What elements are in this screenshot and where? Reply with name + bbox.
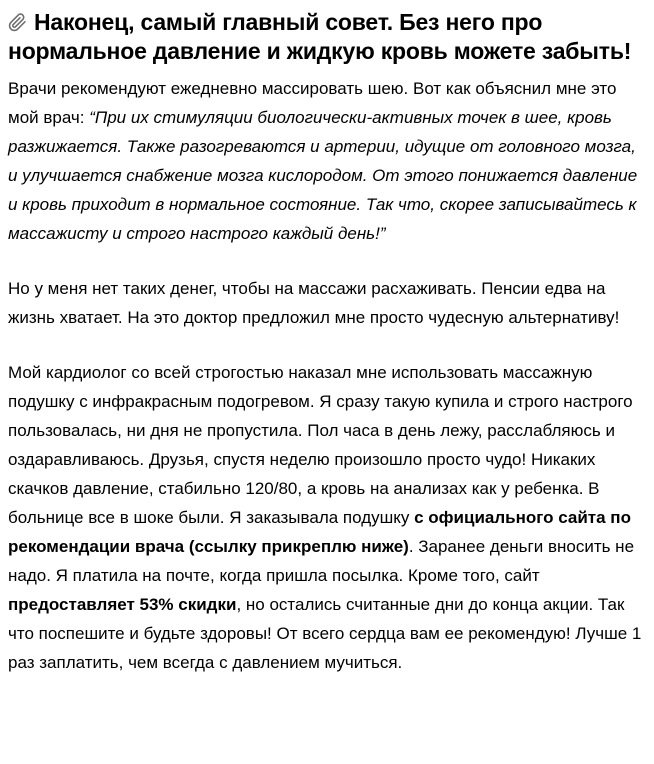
paragraph-no-money <box>8 274 644 332</box>
text-run: “При их стимуляции биологически-активных точек в шее, кровь разжижается. Также разогреваются и артерии, идущие от головного мозга, и улучшается снабжение мозга кислородом. От этого понижается давление и кровь приходит в нормальное состояние. Так что, скорее записывайтесь к массажисту и строго настрого каждый день!” <box>8 108 638 243</box>
paragraph-doctor-quote <box>8 74 644 248</box>
text-run: Врачи рекомендуют ежедневно массировать шею. Вот как объяснил мне это мой врач: <box>8 79 617 127</box>
text-run: , но остались считанные дни до конца акции. Так что поспешите и будьте здоровы! От всего сердца вам ее рекомендую! Лучше 1 раз заплатить, чем всегда с давлением мучиться. <box>8 595 642 672</box>
heading-text: Наконец, самый главный совет. Без него про нормальное давление и жидкую кровь можете забыть! <box>8 9 632 64</box>
article-heading <box>8 8 644 66</box>
text-run: Но у меня нет таких денег, чтобы на массажи расхаживать. Пенсии едва на жизнь хватает. На это доктор предложил мне просто чудесную альтернативу! <box>8 279 620 327</box>
text-run: Мой кардиолог со всей строгостью наказал мне использовать массажную подушку с инфракрасным подогревом. Я сразу такую купила и строго настрого пользовалась, ни дня не пропустила. Пол часа в день лежу, расслабляюсь и оздаравливаюсь. Друзья, спустя неделю произошло просто чудо! Никаких скачков давление, стабильно 120/80, а кровь на анализах как у ребенка. В больнице все в шоке были. Я заказывала подушку <box>8 363 633 527</box>
text-run: с официального сайта по рекомендации врача (ссылку прикреплю ниже) <box>8 508 631 556</box>
text-run: . Заранее деньги вносить не надо. Я платила на почте, когда пришла посылка. Кроме того, сайт <box>8 537 635 585</box>
paperclip-icon <box>8 13 27 32</box>
text-run: предоставляет 53% скидки <box>8 595 237 614</box>
paragraph-pillow-story <box>8 358 644 677</box>
